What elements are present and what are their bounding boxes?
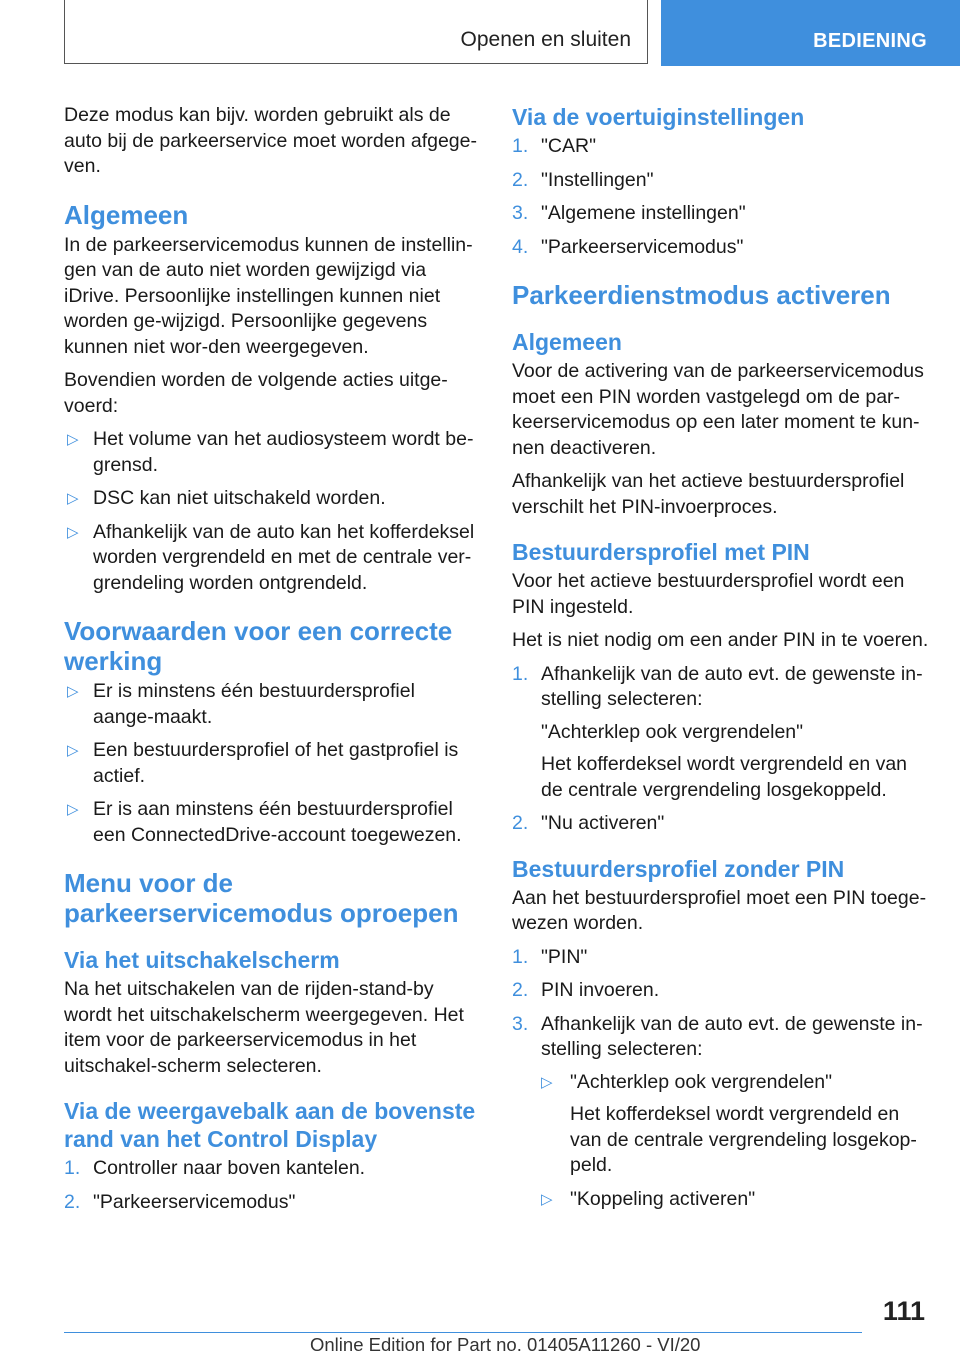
step-item: 1. "PIN" (512, 945, 588, 968)
triangle-bullet-icon: ▷ (67, 523, 79, 541)
weergave-steps (64, 1156, 480, 1215)
triangle-bullet-icon: ▷ (67, 683, 79, 700)
paragraph: Het is niet nodig om een ander PIN in te voeren. (512, 629, 929, 651)
option-result: Het kofferdeksel wordt vergrendeld en van de centrale vergrendeling losgekop-peld. (570, 1103, 917, 1176)
heading-uitschakelscherm: Via het uitschakelscherm (64, 947, 340, 973)
page-number: 111 (882, 1296, 925, 1326)
paragraph: Na het uitschakelen van de rijden-stand-by wordt het uitschakelscherm weergegeven. Het item voor de parkeerservicemodus in het uitschakel-scherm selecteren. (64, 978, 464, 1077)
list-item: ▷ Afhankelijk van de auto kan het kofferdeksel worden vergrendeld en met de centrale ver-grendeling worden ontgrendeld. (67, 520, 475, 594)
heading-voorwaarden: Voorwaarden voor een correcte werking (64, 616, 453, 676)
option-list (541, 1070, 930, 1213)
triangle-bullet-icon: ▷ (67, 801, 79, 818)
voertuig-steps (512, 134, 930, 260)
left-column (64, 103, 480, 1223)
section-title: Openen en sluiten (460, 28, 631, 51)
heading-met-pin: Bestuurdersprofiel met PIN (512, 539, 810, 565)
triangle-bullet-icon: ▷ (67, 431, 79, 448)
step-item: 3. "Algemene instellingen" (512, 202, 746, 224)
paragraph: Afhankelijk van het actieve bestuurdersprofiel verschilt het PIN-invoerproces. (512, 470, 905, 518)
heading-algemeen: Algemeen (64, 199, 189, 230)
section-header-box (64, 0, 648, 64)
step-result: Het kofferdeksel wordt vergrendeld en van de centrale vergrendeling losgekoppeld. (541, 753, 908, 801)
conditions-list (64, 679, 480, 848)
step-item: 3. Afhankelijk van de auto evt. de gewenste in-stelling selecteren: ▷ "Achterklep ook vergrendelen" Het kofferdeksel wordt vergrendeld en van de centrale vergrendeling losgekop-peld. ▷ "Koppeling activeren" (512, 1012, 930, 1213)
triangle-bullet-icon: ▷ (67, 742, 79, 759)
step-item: 4. "Parkeerservicemodus" (512, 235, 744, 258)
page-header (0, 0, 960, 66)
zonder-pin-steps (512, 945, 930, 1213)
heading-zonder-pin: Bestuurdersprofiel zonder PIN (512, 855, 845, 882)
intro-paragraph: Deze modus kan bijv. worden gebruikt als de auto bij de parkeerservice moet worden afgege-ven. (64, 104, 477, 177)
paragraph: In de parkeerservicemodus kunnen de instellin-gen van de auto niet worden gewijzigd via iDrive. Persoonlijke instellingen kunnen niet worden ge-wijzigd. Persoonlijke gegevens kunnen niet wor-den weergegeven. (64, 233, 473, 358)
heading-voertuiginstellingen: Via de voertuiginstellingen (512, 104, 805, 130)
step-option: "Achterklep ook vergrendelen" (541, 720, 804, 743)
triangle-bullet-icon: ▷ (541, 1190, 553, 1208)
chapter-title: BEDIENING (813, 30, 927, 52)
step-item: 2. "Instellingen" (512, 168, 654, 191)
list-item: ▷ Er is aan minstens één bestuurdersprofiel een ConnectedDrive-account toegewezen. (67, 798, 462, 846)
footer-divider (64, 1332, 862, 1333)
list-item: ▷ DSC kan niet uitschakeld worden. (64, 486, 480, 512)
list-item: ▷ "Koppeling activeren" (541, 1187, 930, 1213)
triangle-bullet-icon: ▷ (67, 490, 79, 507)
heading-menu: Menu voor de parkeerservicemodus oproepen (64, 868, 459, 928)
step-item: 2. "Parkeerservicemodus" (64, 1190, 296, 1213)
paragraph: Voor het actieve bestuurdersprofiel wordt een PIN ingesteld. (512, 570, 905, 618)
heading-activeren: Parkeerdienstmodus activeren (512, 280, 891, 310)
triangle-bullet-icon: ▷ (541, 1073, 553, 1091)
met-pin-steps (512, 662, 930, 837)
step-item: 1. Controller naar boven kantelen. (64, 1157, 366, 1179)
list-item: ▷ Een bestuurdersprofiel of het gastprofiel is actief. (67, 739, 459, 787)
step-item: 2. PIN invoeren. (512, 979, 660, 1001)
list-item: ▷ Er is minstens één bestuurdersprofiel aange-maakt. (67, 680, 415, 728)
step-item: 1. "CAR" (512, 135, 597, 157)
chapter-tab (661, 0, 960, 66)
step-item: 2. "Nu activeren" (512, 812, 665, 834)
right-column (512, 103, 930, 1220)
paragraph: Aan het bestuurdersprofiel moet een PIN toege-wezen worden. (512, 886, 927, 934)
step-item: 1. Afhankelijk van de auto evt. de gewenste in-stelling selecteren: "Achterklep ook vergrendelen" Het kofferdeksel wordt vergrendeld en van de centrale vergrendeling losgekoppeld. (512, 662, 930, 804)
list-item: ▷ "Achterklep ook vergrendelen" Het kofferdeksel wordt vergrendeld en van de centrale vergrendeling losgekop-peld. (541, 1070, 930, 1179)
heading-weergavebalk: Via de weergavebalk aan de bovenste rand van het Control Display (64, 1098, 476, 1152)
heading-algemeen-right: Algemeen (512, 329, 622, 355)
paragraph: Bovendien worden de volgende acties uitge-voerd: (64, 369, 448, 417)
list-item: ▷ Het volume van het audiosysteem wordt be-grensd. (67, 428, 474, 476)
edition-text: Online Edition for Part no. 01405A11260 - VI/20 (310, 1334, 701, 1355)
actions-list (64, 427, 480, 596)
paragraph: Voor de activering van de parkeerservicemodus moet een PIN worden vastgelegd om de par-keerservicemodus op een later moment te kun-nen deactiveren. (512, 360, 924, 459)
